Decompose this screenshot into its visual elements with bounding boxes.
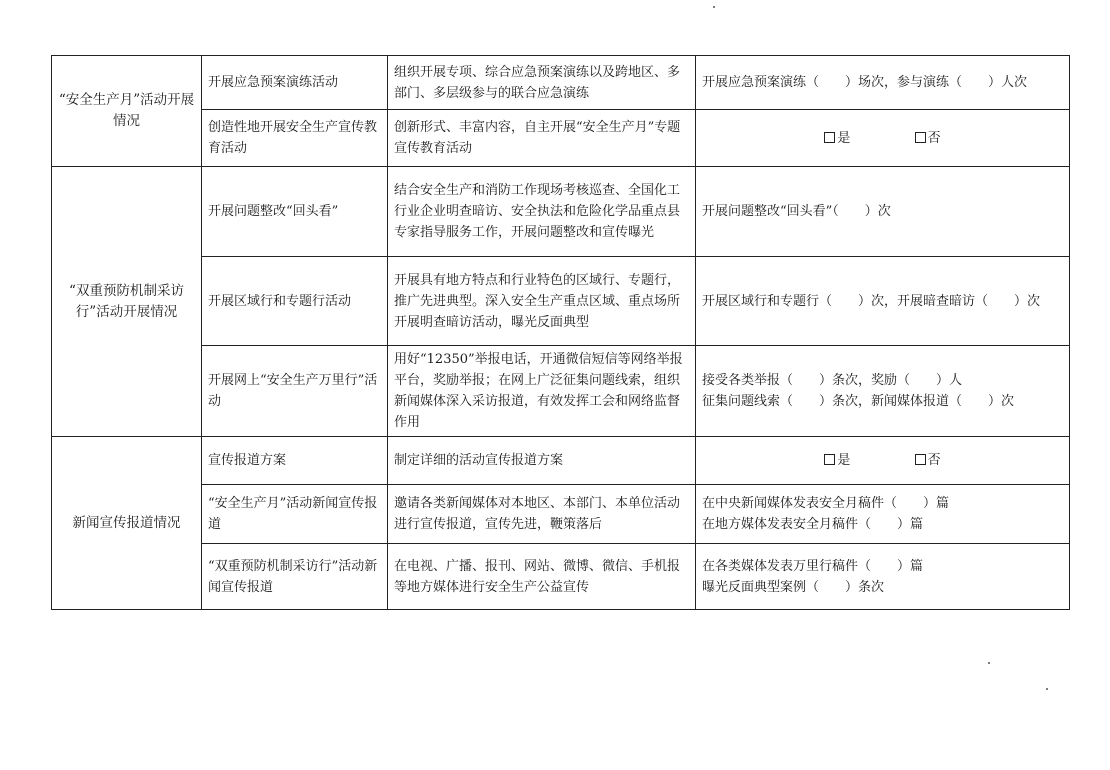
content-cell: 创新形式、丰富内容，自主开展“安全生产月”专题宣传教育活动	[388, 110, 696, 167]
item-cell: 宣传报道方案	[202, 437, 388, 485]
table-row	[52, 346, 1070, 437]
item-cell: 创造性地开展安全生产宣传教育活动	[202, 110, 388, 167]
result-line: 开展区域行和专题行（ ）次，开展暗查暗访（ ）次	[702, 293, 1041, 309]
category-safety-month: “安全生产月”活动开展情况	[52, 56, 202, 167]
content-cell: 结合安全生产和消防工作现场考核巡查、全国化工行业企业明查暗访、安全执法和危险化学品重点县专家指导服务工作，开展问题整改和宣传曝光	[388, 167, 696, 257]
table-row	[52, 110, 1070, 167]
yes-label: 是	[837, 453, 851, 468]
table-row	[52, 257, 1070, 346]
category-dual-prevention: “双重预防机制采访行”活动开展情况	[52, 167, 202, 437]
content-cell: 邀请各类新闻媒体对本地区、本部门、本单位活动进行宣传报道，宣传先进，鞭策落后	[388, 485, 696, 544]
result-cell	[696, 544, 1070, 610]
result-cell	[696, 56, 1070, 110]
result-cell	[696, 485, 1070, 544]
table-row	[52, 485, 1070, 544]
no-label: 否	[927, 453, 941, 468]
no-option[interactable]	[915, 450, 941, 471]
content-cell: 在电视、广播、报刊、网站、微博、微信、手机报等地方媒体进行安全生产公益宣传	[388, 544, 696, 610]
item-cell: 开展问题整改“回头看”	[202, 167, 388, 257]
no-option[interactable]	[915, 128, 941, 149]
item-cell: 开展区域行和专题行活动	[202, 257, 388, 346]
result-cell	[696, 437, 1070, 485]
activity-report-table	[51, 55, 1070, 610]
scan-speck	[1046, 688, 1048, 690]
result-line: 开展问题整改“回头看”（ ）次	[702, 204, 891, 219]
table-row	[52, 167, 1070, 257]
result-line: 在中央新闻媒体发表安全月稿件（ ）篇	[702, 496, 950, 511]
content-cell: 用好“12350”举报电话，开通微信短信等网络举报平台，奖励举报；在网上广泛征集问题线索，组织新闻媒体深入采访报道，有效发挥工会和网络监督作用	[388, 346, 696, 437]
result-line: 接受各类举报（ ）条次，奖励（ ）人	[702, 373, 963, 388]
scan-speck	[988, 662, 990, 664]
scan-speck	[713, 6, 715, 8]
result-cell	[696, 110, 1070, 167]
checkbox-icon[interactable]	[915, 132, 926, 143]
checkbox-icon[interactable]	[824, 132, 835, 143]
result-line: 开展应急预案演练（ ）场次，参与演练（ ）人次	[702, 75, 1028, 90]
item-cell: “安全生产月”活动新闻宣传报道	[202, 485, 388, 544]
result-line: 曝光反面典型案例（ ）条次	[702, 579, 885, 595]
result-line: 在各类媒体发表万里行稿件（ ）篇	[702, 558, 924, 574]
item-cell: 开展网上“安全生产万里行”活动	[202, 346, 388, 437]
category-news: 新闻宣传报道情况	[52, 437, 202, 610]
item-cell: 开展应急预案演练活动	[202, 56, 388, 110]
content-cell: 开展具有地方特点和行业特色的区域行、专题行，推广先进典型。深入安全生产重点区域、重点场所开展明查暗访活动，曝光反面典型	[388, 257, 696, 346]
yes-label: 是	[837, 130, 851, 146]
checkbox-icon[interactable]	[824, 454, 835, 465]
result-cell	[696, 257, 1070, 346]
no-label: 否	[927, 130, 941, 146]
table-row	[52, 544, 1070, 610]
yes-option[interactable]	[824, 450, 850, 471]
item-cell: “双重预防机制采访行”活动新闻宣传报道	[202, 544, 388, 610]
result-cell	[696, 167, 1070, 257]
result-cell	[696, 346, 1070, 437]
content-cell: 组织开展专项、综合应急预案演练以及跨地区、多部门、多层级参与的联合应急演练	[388, 56, 696, 110]
table-row	[52, 437, 1070, 485]
table-row	[52, 56, 1070, 110]
result-line: 在地方媒体发表安全月稿件（ ）篇	[702, 517, 924, 532]
yes-option[interactable]	[824, 128, 850, 149]
content-cell: 制定详细的活动宣传报道方案	[388, 437, 696, 485]
checkbox-icon[interactable]	[915, 454, 926, 465]
result-line: 征集问题线索（ ）条次，新闻媒体报道（ ）次	[702, 394, 1015, 409]
